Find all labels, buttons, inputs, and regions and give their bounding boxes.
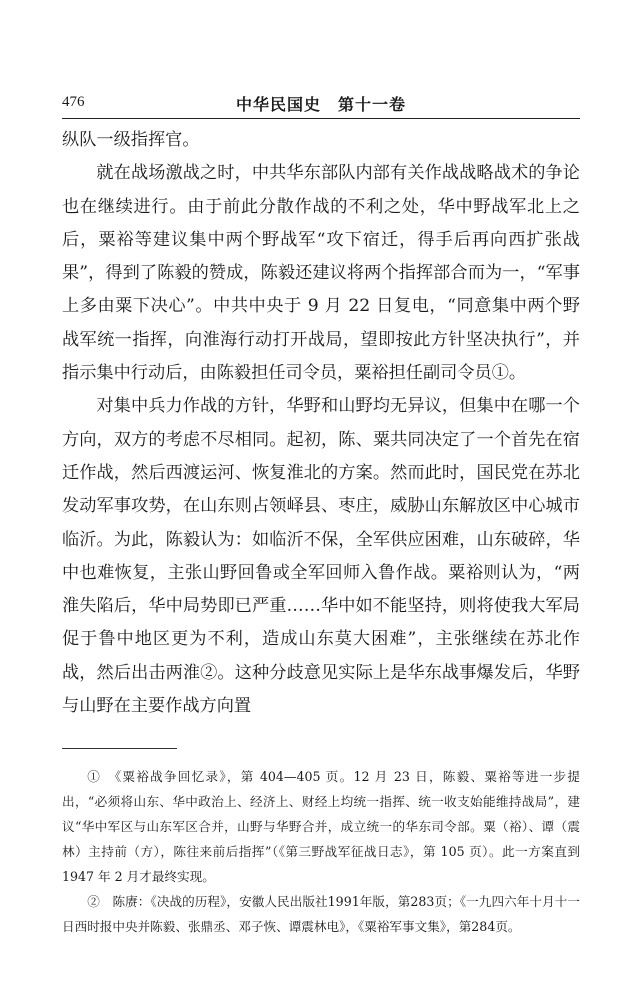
body-text <box>62 124 580 723</box>
header-rule <box>62 118 580 119</box>
paragraph: 对集中兵力作战的方针，华野和山野均无异议，但集中在哪一个方向，双方的考虑不尽相同。起初，陈、粟共同决定了一个首先在宿迁作战，然后西渡运河、恢复淮北的方案。然而此时，国民党在苏北发动军事攻势，在山东则占领峄县、枣庄，威胁山东解放区中心城市临沂。为此，陈毅认为：如临沂不保，全军供应困难，山东破碎，华中也难恢复，主张山野回鲁或全军回师入鲁作战。粟裕则认为，“两淮失陷后，华中局势即已严重……华中如不能坚持，则将使我大军局促于鲁中地区更为不利，造成山东莫大困难”，主张继续在苏北作战，然后出击两淮②。这种分歧意见实际上是华东战事爆发后，华野与山野在主要作战方向置 <box>62 396 580 717</box>
footnote-1: ① 《粟裕战争回忆录》，第 404—405 页。12 月 23 日，陈毅、粟裕等进一步提出，“必须将山东、华中政治上、经济上、财经上均统一指挥、统一收支始能维持战局”，建议“华中军区与山东军区合并，山野与华野合并，成立统一的华东司令部。粟（裕）、谭（震林）主持前（方），陈往来前后指挥”（《第三野战军征战日志》，第 105 页）。此一方案直到 1947 年 2 月才最终实现。 <box>62 769 580 884</box>
paragraph: 就在战场激战之时，中共华东部队内部有关作战战略战术的争论也在继续进行。由于前此分散作战的不利之处，华中野战军北上之后，粟裕等建议集中两个野战军“攻下宿迁，得手后再向西扩张战果”，得到了陈毅的赞成，陈毅还建议将两个指挥部合而为一，“军事上多由粟下决心”。中共中央于 9 月 22 日复电，“同意集中两个野战军统一指挥，向淮海行动打开战局，望即按此方针坚决执行”，并指示集中行动后，由陈毅担任司令员，粟裕担任副司令员①。 <box>62 163 580 384</box>
footnote-rule <box>62 748 177 749</box>
footnotes <box>62 764 580 939</box>
page-header <box>62 92 580 116</box>
paragraph-continuation: 纵队一级指挥官。 <box>62 130 200 150</box>
running-title: 中华民国史 第十一卷 <box>235 95 406 114</box>
page-number: 476 <box>62 94 85 110</box>
footnote-2: ② 陈赓：《决战的历程》，安徽人民出版社1991年版，第283页；《一九四六年十月十一日西时报中央并陈毅、张鼎丞、邓子恢、谭震林电》，《粟裕军事文集》，第284页。 <box>62 894 580 934</box>
